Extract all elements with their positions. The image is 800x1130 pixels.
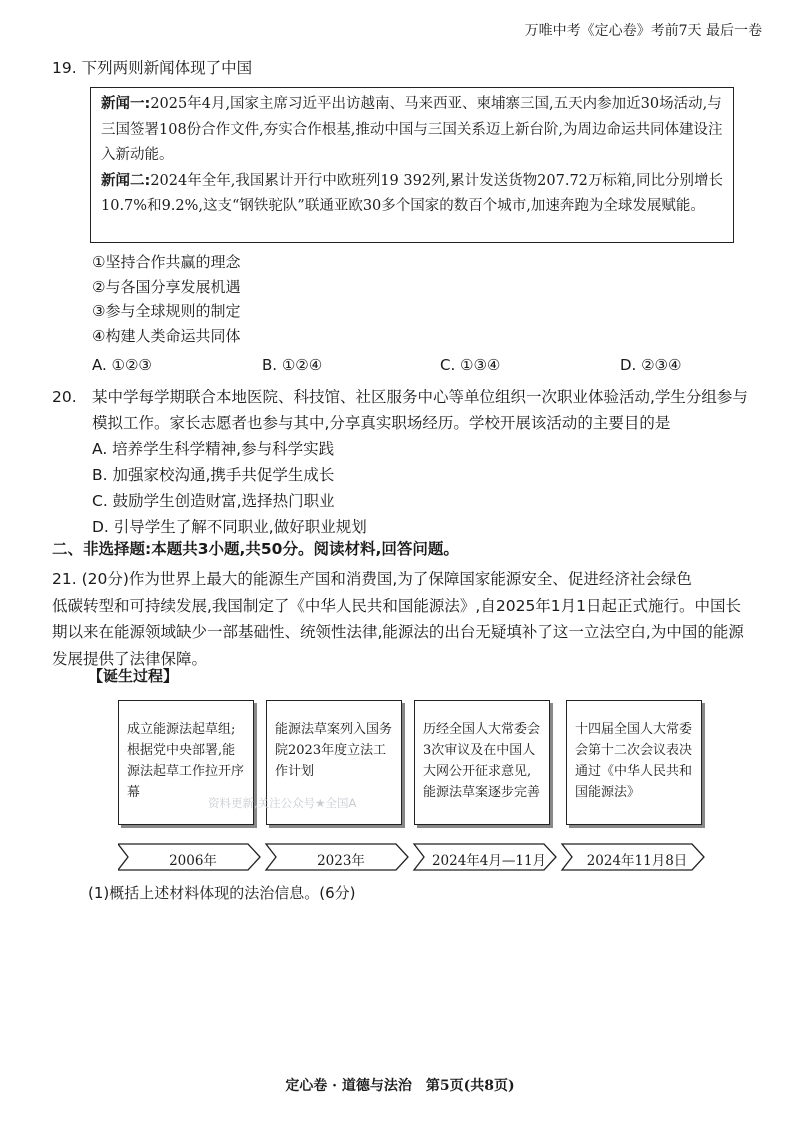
- process-step-3: 历经全国人大常委会3次审议及在中国人大网公开征求意见,能源法草案逐步完善: [414, 700, 550, 825]
- q20-option-d[interactable]: D. 引导学生了解不同职业,做好职业规划: [92, 518, 367, 536]
- news-1-text: 2025年4月,国家主席习近平出访越南、马来西亚、柬埔寨三国,五天内参加近30场活动,与三国签署108份合作文件,夯实合作根基,推动中国与三国关系迈上新台阶,为周边命运共同体建设注入新动能。: [101, 96, 723, 163]
- news-1: [101, 92, 723, 169]
- news-1-label: 新闻一:: [101, 96, 151, 112]
- q19-statement: ③参与全球规则的制定: [92, 302, 241, 320]
- birth-process-label: 【诞生过程】: [88, 667, 179, 685]
- q19-statement: ②与各国分享发展机遇: [92, 277, 241, 296]
- news-2-text: 2024年全年,我国累计开行中欧班列19 392列,累计发送货物207.72万标箱,同比分别增长10.7%和9.2%,这支“钢铁驼队”联通亚欧30多个国家的数百个城市,加速奔跑为全球发展赋能。: [101, 172, 724, 214]
- q20-option-c[interactable]: C. 鼓励学生创造财富,选择热门职业: [92, 492, 335, 510]
- question-21-body: 低碳转型和可持续发展,我国制定了《中华人民共和国能源法》,自2025年1月1日起正式施行。中国长期以来在能源领域缺少一部基础性、统领性法律,能源法的出台无疑填补了这一立法空白,为中国的能源发展提供了法律保障。: [52, 596, 744, 668]
- timeline-label-3: 2024年4月—11月: [431, 853, 547, 869]
- page-footer: 定心卷 · 道德与法治 第5页(共8页): [285, 1078, 515, 1094]
- question-21-first-line: 21. (20分)作为世界上最大的能源生产国和消费国,为了保障国家能源安全、促进经济社会绿色: [52, 570, 692, 588]
- q19-statement-list: [92, 250, 240, 348]
- question-20-stem: [52, 384, 752, 436]
- timeline-label-2: 2023年: [317, 853, 365, 869]
- watermark: 资料更新,关注公众号★全国A: [208, 796, 357, 810]
- process-step-4: 十四届全国人大常委会第十二次会议表决通过《中华人民共和国能源法》: [566, 700, 702, 825]
- q20-option-b[interactable]: B. 加强家校沟通,携手共促学生成长: [92, 466, 335, 484]
- section-2-heading: 二、非选择题:本题共3小题,共50分。阅读材料,回答问题。: [52, 540, 459, 558]
- page-header: 万唯中考《定心卷》考前7天 最后一卷: [524, 23, 762, 39]
- news-box: [90, 87, 734, 243]
- question-20-number: 20.: [52, 388, 77, 406]
- process-step-2: 能源法草案列入国务院2023年度立法工作计划: [266, 700, 402, 825]
- q19-choice-b[interactable]: B. ①②④: [262, 356, 323, 374]
- q19-statement: ④构建人类命运共同体: [92, 326, 241, 345]
- question-20: [52, 384, 752, 540]
- q19-statement: ①坚持合作共赢的理念: [92, 253, 241, 271]
- timeline-label-4: 2024年11月8日: [586, 853, 688, 869]
- question-20-text: 某中学每学期联合本地医院、科技馆、社区服务中心等单位组织一次职业体验活动,学生分组参与模拟工作。家长志愿者也参与其中,分享真实职场经历。学校开展该活动的主要目的是: [92, 388, 748, 432]
- timeline-label-1: 2006年: [169, 853, 217, 869]
- q19-choice-a[interactable]: A. ①②③: [92, 356, 152, 374]
- process-step-1: 成立能源法起草组;根据党中央部署,能源法起草工作拉开序幕: [118, 700, 254, 825]
- news-2: [101, 169, 723, 220]
- q19-choice-c[interactable]: C. ①③④: [440, 356, 501, 374]
- question-21-sub-1: (1)概括上述材料体现的法治信息。(6分): [88, 884, 356, 902]
- question-19-stem: 19. 下列两则新闻体现了中国: [52, 59, 253, 77]
- news-2-label: 新闻二:: [101, 172, 151, 189]
- timeline: [118, 842, 718, 872]
- question-21: [52, 566, 752, 672]
- q19-choice-d[interactable]: D. ②③④: [620, 356, 682, 374]
- q20-option-a[interactable]: A. 培养学生科学精神,参与科学实践: [92, 440, 335, 458]
- q20-options: [52, 436, 752, 540]
